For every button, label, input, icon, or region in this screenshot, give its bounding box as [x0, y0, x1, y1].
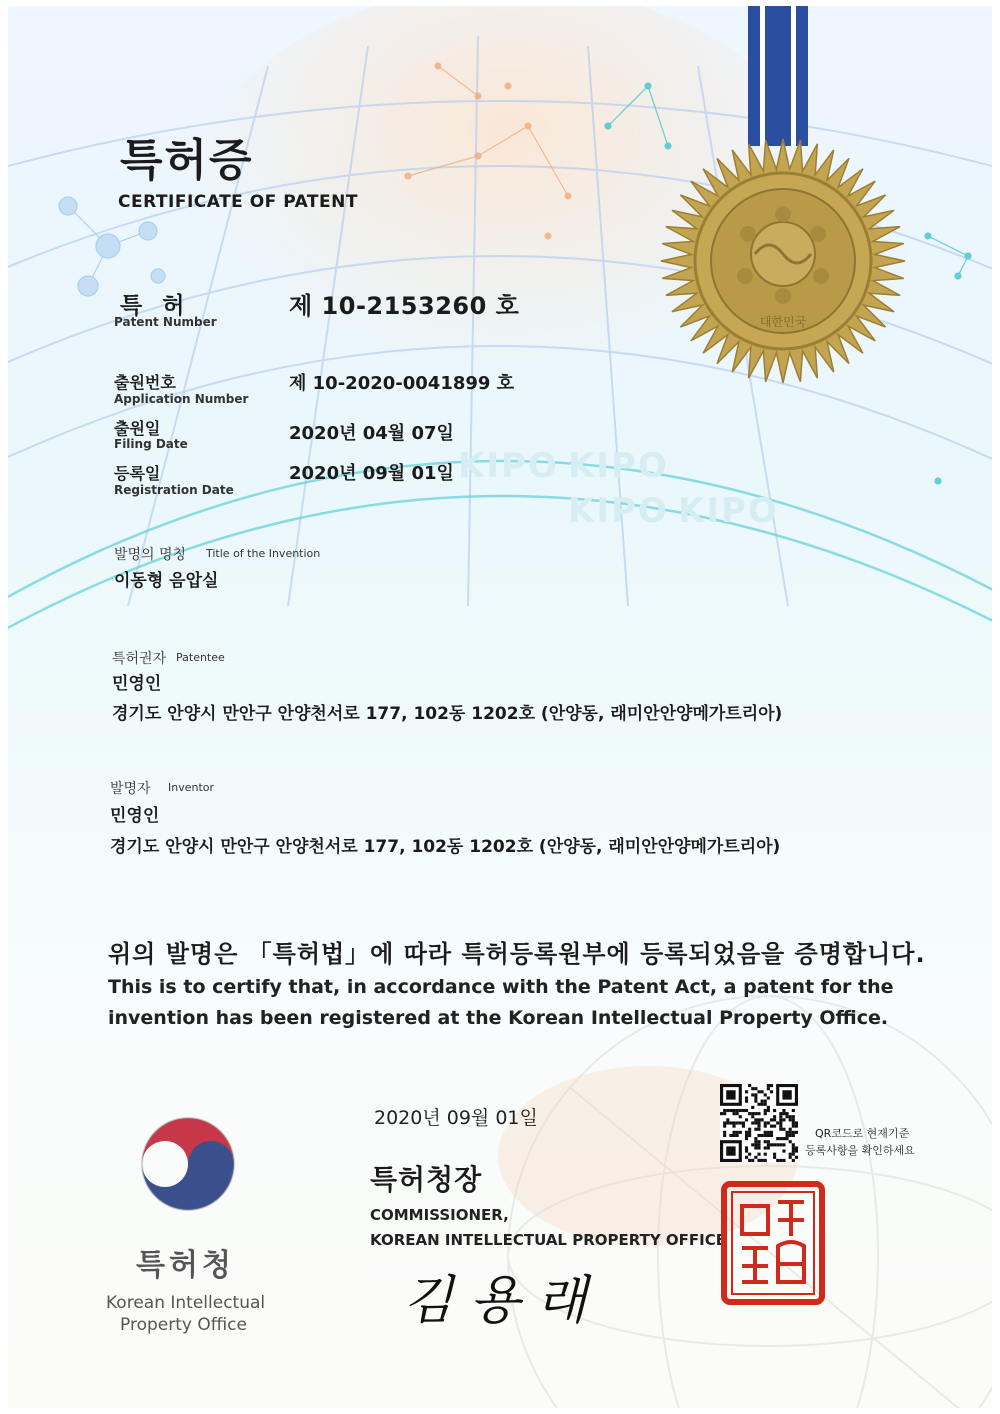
seal-text: 대한민국 — [759, 315, 807, 329]
registration-date-label: 등록일 — [114, 464, 161, 483]
office-name-en-line1: Korean Intellectual — [106, 1293, 266, 1313]
certification-statement-ko: 위의 발명은 「특허법」에 따라 특허등록원부에 등록되었음을 증명합니다. — [108, 940, 926, 968]
application-number-label-en: Application Number — [114, 392, 249, 406]
patentee-label-en: Patentee — [176, 651, 225, 664]
registration-date-value: 2020년 09월 01일 — [289, 463, 454, 484]
qr-note-line1: QR코드로 현재기준 — [815, 1127, 910, 1140]
invention-title-label: 발명의 명칭 — [114, 547, 187, 563]
kipo-watermark: KIPO — [568, 446, 669, 486]
office-name-ko: 특허청 — [136, 1248, 235, 1283]
inventor-address: 경기도 안양시 만안구 안양천서로 177, 102동 1202호 (안양동, 래미안안양메가트리아) — [110, 837, 781, 857]
inventor-label-en: Inventor — [168, 781, 215, 794]
commissioner-title-en-line2: KOREAN INTELLECTUAL PROPERTY OFFICE — [370, 1231, 727, 1249]
document-subtitle: CERTIFICATE OF PATENT — [118, 192, 358, 212]
application-number-value: 제 10-2020-0041899 호 — [289, 373, 515, 394]
office-name-en-line2: Property Office — [120, 1315, 247, 1335]
commissioner-title-ko: 특허청장 — [370, 1163, 483, 1196]
svg-text:김 용 래: 김 용 래 — [403, 1271, 587, 1331]
qr-note-line2: 등록사항을 확인하세요 — [805, 1144, 915, 1157]
patentee-name: 민영인 — [112, 674, 162, 694]
ribbon — [748, 6, 808, 146]
patent-number-label-en: Patent Number — [114, 315, 217, 329]
invention-title-label-en: Title of the Invention — [206, 547, 321, 560]
filing-date-label-en: Filing Date — [114, 437, 188, 451]
application-number-label: 출원번호 — [114, 373, 176, 392]
kipo-logo-icon — [128, 1106, 248, 1216]
patentee-address: 경기도 안양시 만안구 안양천서로 177, 102동 1202호 (안양동, 래미안안양메가트리아) — [112, 704, 783, 724]
kipo-watermark: KIPO — [678, 491, 779, 531]
commissioner-signature — [393, 1256, 613, 1346]
certification-statement-en-line1: This is to certify that, in accordance with the Patent Act, a patent for the — [108, 976, 894, 998]
issue-date: 2020년 09월 01일 — [374, 1107, 538, 1129]
kipo-watermark: KIPO — [568, 491, 669, 531]
certification-statement-en-line2: invention has been registered at the Korean Intellectual Property Office. — [108, 1007, 889, 1029]
document-title: 특허증 — [120, 135, 254, 186]
certificate-page — [8, 6, 992, 1408]
official-stamp — [718, 1178, 828, 1308]
registration-date-label-en: Registration Date — [114, 483, 234, 497]
invention-title-value: 이동형 음압실 — [114, 571, 219, 591]
gold-seal — [658, 136, 908, 386]
inventor-label: 발명자 — [110, 781, 151, 797]
filing-date-label: 출원일 — [114, 419, 161, 438]
inventor-name: 민영인 — [110, 806, 160, 826]
qr-code[interactable] — [720, 1084, 798, 1162]
patent-number-label: 특 허 — [120, 293, 191, 319]
patentee-label: 특허권자 — [112, 651, 167, 667]
kipo-watermark: KIPO — [458, 446, 559, 486]
patent-number-value: 제 10-2153260 호 — [289, 292, 520, 320]
commissioner-title-en-line1: COMMISSIONER, — [370, 1206, 509, 1224]
filing-date-value: 2020년 04월 07일 — [289, 423, 454, 444]
